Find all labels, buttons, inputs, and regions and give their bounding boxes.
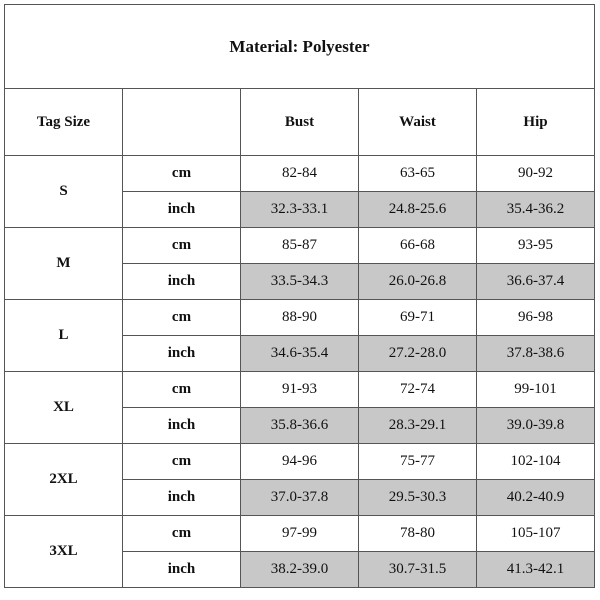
table-row [5,300,595,336]
material-title: Material: Polyester [5,5,595,89]
waist-value: 63-65 [359,156,477,192]
hip-value: 39.0-39.8 [477,408,595,444]
bust-value: 82-84 [241,156,359,192]
hip-value: 93-95 [477,228,595,264]
unit-label: cm [123,516,241,552]
hip-value: 99-101 [477,372,595,408]
waist-value: 26.0-26.8 [359,264,477,300]
waist-value: 30.7-31.5 [359,552,477,588]
table-row [5,156,595,192]
size-label: XL [5,372,123,444]
size-chart-table [4,4,595,588]
hip-value: 36.6-37.4 [477,264,595,300]
hip-value: 96-98 [477,300,595,336]
waist-value: 29.5-30.3 [359,480,477,516]
header-hip: Hip [477,89,595,156]
unit-label: cm [123,444,241,480]
header-tag-size: Tag Size [5,89,123,156]
hip-value: 102-104 [477,444,595,480]
bust-value: 37.0-37.8 [241,480,359,516]
header-bust: Bust [241,89,359,156]
unit-label: inch [123,552,241,588]
hip-value: 90-92 [477,156,595,192]
size-label: 3XL [5,516,123,588]
size-label: 2XL [5,444,123,516]
bust-value: 85-87 [241,228,359,264]
waist-value: 75-77 [359,444,477,480]
hip-value: 37.8-38.6 [477,336,595,372]
size-label: M [5,228,123,300]
unit-label: inch [123,408,241,444]
unit-label: cm [123,372,241,408]
bust-value: 38.2-39.0 [241,552,359,588]
unit-label: inch [123,480,241,516]
waist-value: 78-80 [359,516,477,552]
header-unit [123,89,241,156]
unit-label: cm [123,228,241,264]
hip-value: 40.2-40.9 [477,480,595,516]
hip-value: 41.3-42.1 [477,552,595,588]
bust-value: 33.5-34.3 [241,264,359,300]
bust-value: 34.6-35.4 [241,336,359,372]
waist-value: 24.8-25.6 [359,192,477,228]
bust-value: 97-99 [241,516,359,552]
bust-value: 94-96 [241,444,359,480]
table-row [5,516,595,552]
table-row [5,444,595,480]
bust-value: 91-93 [241,372,359,408]
hip-value: 35.4-36.2 [477,192,595,228]
waist-value: 69-71 [359,300,477,336]
bust-value: 88-90 [241,300,359,336]
bust-value: 35.8-36.6 [241,408,359,444]
unit-label: inch [123,336,241,372]
unit-label: cm [123,300,241,336]
waist-value: 72-74 [359,372,477,408]
waist-value: 66-68 [359,228,477,264]
size-chart-frame [4,4,594,596]
header-row [5,89,595,156]
table-row [5,372,595,408]
size-label: L [5,300,123,372]
unit-label: inch [123,192,241,228]
header-waist: Waist [359,89,477,156]
table-row [5,228,595,264]
waist-value: 28.3-29.1 [359,408,477,444]
size-label: S [5,156,123,228]
unit-label: inch [123,264,241,300]
unit-label: cm [123,156,241,192]
bust-value: 32.3-33.1 [241,192,359,228]
waist-value: 27.2-28.0 [359,336,477,372]
hip-value: 105-107 [477,516,595,552]
